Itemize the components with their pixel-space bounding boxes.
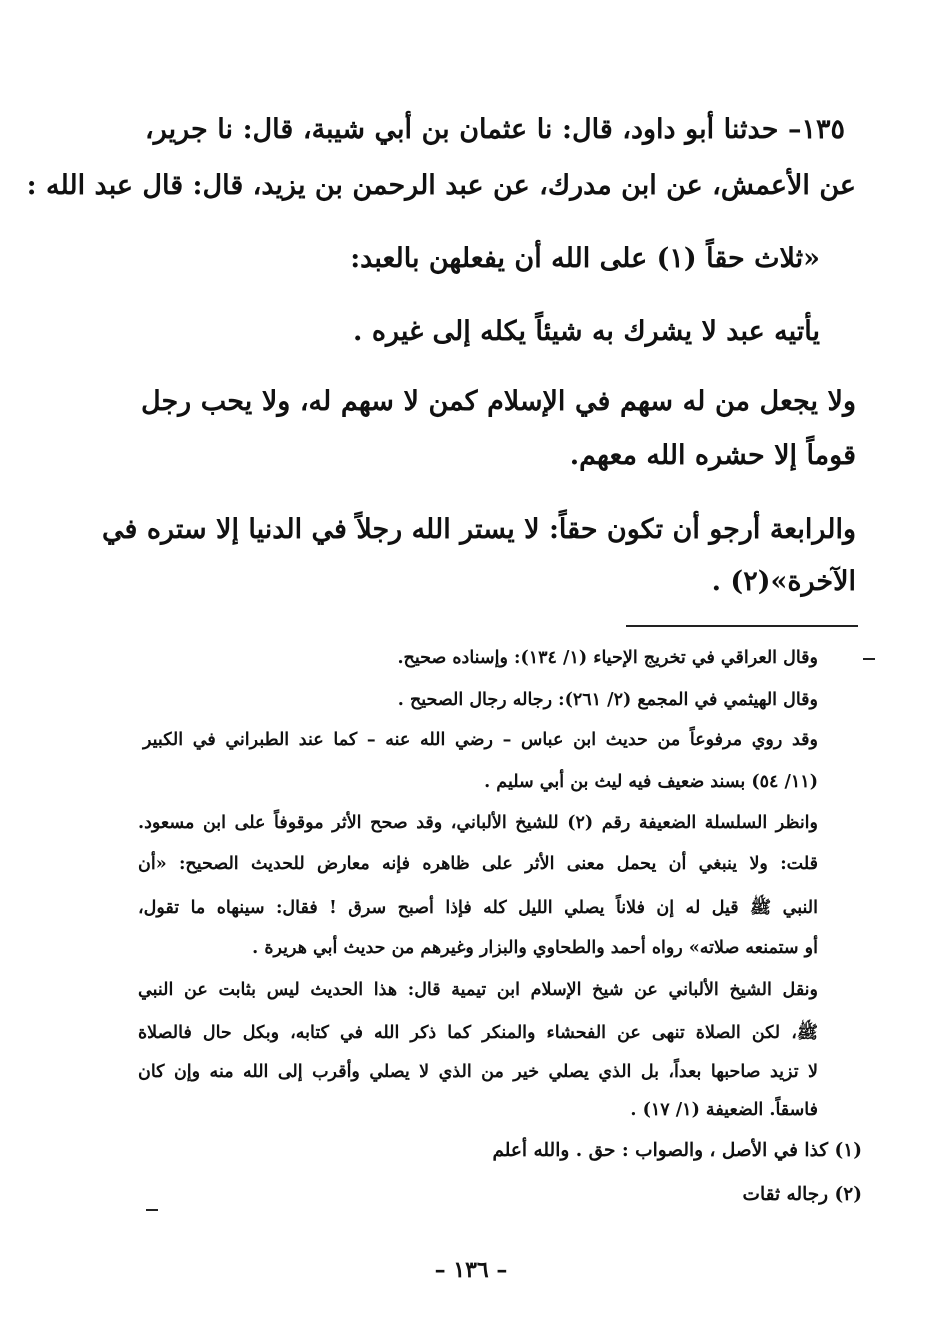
main-line-4: يأتيه عبد لا يشرك به شيئاً يكله إلى غيره .: [353, 316, 820, 347]
footnote-cont-line-6: قلت: ولا ينبغي أن يحمل معنى الأثر على ظاهره فإنه معارض للحديث الصحيح: «أن: [138, 854, 818, 874]
footnote-separator: [626, 625, 858, 627]
main-line-1: ١٣٥– حدثنا أبو داود، قال: نا عثمان بن أبي شيبة، قال: نا جرير،: [145, 114, 845, 145]
end-mark: [146, 1209, 158, 1211]
footnote-cont-line-7: النبي ﷺ قيل له إن فلاناً يصلي الليل كله فإذا أصبح سرق ! فقال: سينهاه ما تقول،: [138, 898, 818, 918]
footnote-cont-line-1: وقال العراقي في تخريج الإحياء (١/ ١٣٤): وإسناده صحيح.: [397, 648, 818, 668]
footnote-2: (٢) رجاله ثقات: [742, 1184, 862, 1205]
continuation-mark: [863, 658, 875, 660]
page-number: – ١٣٦ –: [434, 1257, 508, 1283]
main-line-6: قوماً إلا حشره الله معهم.: [569, 440, 856, 471]
footnote-cont-line-2: وقال الهيثمي في المجمع (٢/ ٢٦١): رجاله رجال الصحيح .: [397, 690, 818, 710]
footnote-cont-line-5: وانظر السلسلة الضعيفة رقم (٢) للشيخ الألباني، وقد صحح الأثر موقوفاً على ابن مسعود.: [138, 813, 818, 833]
main-line-2: عن الأعمش، عن ابن مدرك، عن عبد الرحمن بن يزيد، قال: قال عبد الله :: [26, 170, 856, 201]
footnote-cont-line-12: فاسقاً. الضعيفة (١/ ١٧) .: [630, 1100, 818, 1120]
footnote-cont-line-4: (١١/ ٥٤) بسند ضعيف فيه ليث بن أبي سليم .: [484, 772, 818, 792]
main-line-8: الآخرة»(٢) .: [711, 566, 856, 597]
footnote-cont-line-11: لا تزيد صاحبها بعداً، بل الذي يصلي خير من الذي لا يصلي وأقرب إلى الله منه وإن كان: [138, 1062, 818, 1082]
footnote-cont-line-8: أو ستمنعه صلاته» رواه أحمد والطحاوي والبزار وغيرهم من حديث أبي هريرة .: [252, 938, 818, 958]
main-line-3: «ثلاث حقاً (١) على الله أن يفعلهن بالعبد:: [350, 243, 820, 274]
footnote-cont-line-10: ﷺ، لكن الصلاة تنهى عن الفحشاء والمنكر كما ذكر الله في كتابه، وبكل حال فالصلاة: [138, 1023, 818, 1043]
footnote-cont-line-3: وقد روي مرفوعاً من حديث ابن عباس – رضي الله عنه – كما عند الطبراني في الكبير: [143, 730, 818, 750]
footnote-1: (١) كذا في الأصل ، والصواب : حق . والله أعلم: [492, 1140, 862, 1161]
main-line-5: ولا يجعل من له سهم في الإسلام كمن لا سهم له، ولا يحب رجل: [141, 386, 856, 417]
footnote-cont-line-9: ونقل الشيخ الألباني عن شيخ الإسلام ابن تيمية قال: هذا الحديث ليس بثابت عن النبي: [138, 980, 818, 1000]
main-line-7: والرابعة أرجو أن تكون حقاً: لا يستر الله رجلاً في الدنيا إلا ستره في: [102, 514, 856, 545]
